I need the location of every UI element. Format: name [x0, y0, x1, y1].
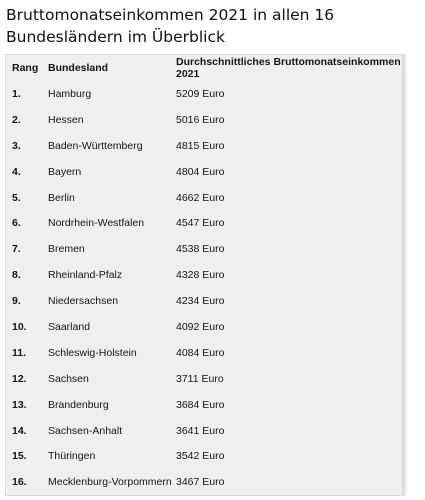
state-cell: Schleswig-Holstein: [48, 346, 137, 359]
table-row: [6, 314, 402, 340]
income-cell: 3641 Euro: [176, 424, 225, 437]
state-cell: Mecklenburg-Vorpommern: [48, 476, 172, 489]
table-row: [6, 210, 402, 236]
rank-cell: 1.: [12, 87, 21, 100]
rank-cell: 8.: [12, 269, 21, 282]
state-cell: Thüringen: [48, 450, 96, 463]
income-cell: 5209 Euro: [176, 87, 225, 100]
income-cell: 4092 Euro: [176, 320, 225, 333]
income-cell: 3542 Euro: [176, 450, 225, 463]
income-cell: 4328 Euro: [176, 269, 225, 282]
state-cell: Berlin: [48, 191, 75, 204]
income-cell: 4084 Euro: [176, 346, 225, 359]
rank-cell: 10.: [12, 320, 27, 333]
rank-cell: 14.: [12, 424, 27, 437]
rank-cell: 2.: [12, 113, 21, 126]
header-income: Durchschnittliches Bruttomonatseinkommen 2021: [176, 56, 401, 80]
income-cell: 4538 Euro: [176, 243, 225, 256]
income-cell: 4547 Euro: [176, 217, 225, 230]
table-row: [6, 366, 402, 392]
table-row: [6, 185, 402, 211]
table-row: [6, 469, 402, 495]
table-row: [6, 443, 402, 469]
income-cell: 5016 Euro: [176, 113, 225, 126]
header-rank: Rang: [12, 62, 39, 74]
income-cell: 3684 Euro: [176, 398, 225, 411]
state-cell: Brandenburg: [48, 398, 109, 411]
table-row: [6, 288, 402, 314]
header-state: Bundesland: [48, 62, 109, 74]
table-row: [6, 159, 402, 185]
state-cell: Nordrhein-Westfalen: [48, 217, 145, 230]
income-cell: 4662 Euro: [176, 191, 225, 204]
table-shadow: [403, 54, 408, 496]
table-row: [6, 392, 402, 418]
rank-cell: 12.: [12, 372, 27, 385]
rank-cell: 13.: [12, 398, 27, 411]
state-cell: Bremen: [48, 243, 85, 256]
table-row: [6, 133, 402, 159]
state-cell: Saarland: [48, 320, 91, 333]
income-table: [6, 55, 402, 495]
state-cell: Sachsen: [48, 372, 89, 385]
table-row: [6, 107, 402, 133]
table-header-row: [6, 55, 402, 81]
table-header: [6, 55, 402, 81]
state-cell: Hessen: [48, 113, 84, 126]
table-row: [6, 418, 402, 444]
rank-cell: 11.: [12, 346, 27, 359]
table-row: [6, 340, 402, 366]
page-title: Bruttomonatseinkommen 2021 in allen 16 Bundesländern im Überblick: [6, 6, 335, 46]
state-cell: Baden-Württemberg: [48, 139, 143, 152]
rank-cell: 5.: [12, 191, 21, 204]
income-cell: 3467 Euro: [176, 476, 225, 489]
rank-cell: 15.: [12, 450, 27, 463]
rank-cell: 16.: [12, 476, 27, 489]
rank-cell: 6.: [12, 217, 21, 230]
table-row: [6, 236, 402, 262]
state-cell: Sachsen-Anhalt: [48, 424, 123, 437]
state-cell: Hamburg: [48, 87, 92, 100]
income-cell: 3711 Euro: [176, 372, 224, 385]
income-cell: 4804 Euro: [176, 165, 225, 178]
state-cell: Bayern: [48, 165, 82, 178]
state-cell: Rheinland-Pfalz: [48, 269, 123, 282]
rank-cell: 7.: [12, 243, 21, 256]
income-cell: 4815 Euro: [176, 139, 225, 152]
rank-cell: 3.: [12, 139, 21, 152]
rank-cell: 4.: [12, 165, 21, 178]
table-body: [6, 81, 402, 495]
income-table-container: [5, 54, 403, 496]
table-row: [6, 262, 402, 288]
income-cell: 4234 Euro: [176, 295, 225, 308]
rank-cell: 9.: [12, 295, 21, 308]
state-cell: Niedersachsen: [48, 295, 119, 308]
table-row: [6, 81, 402, 107]
